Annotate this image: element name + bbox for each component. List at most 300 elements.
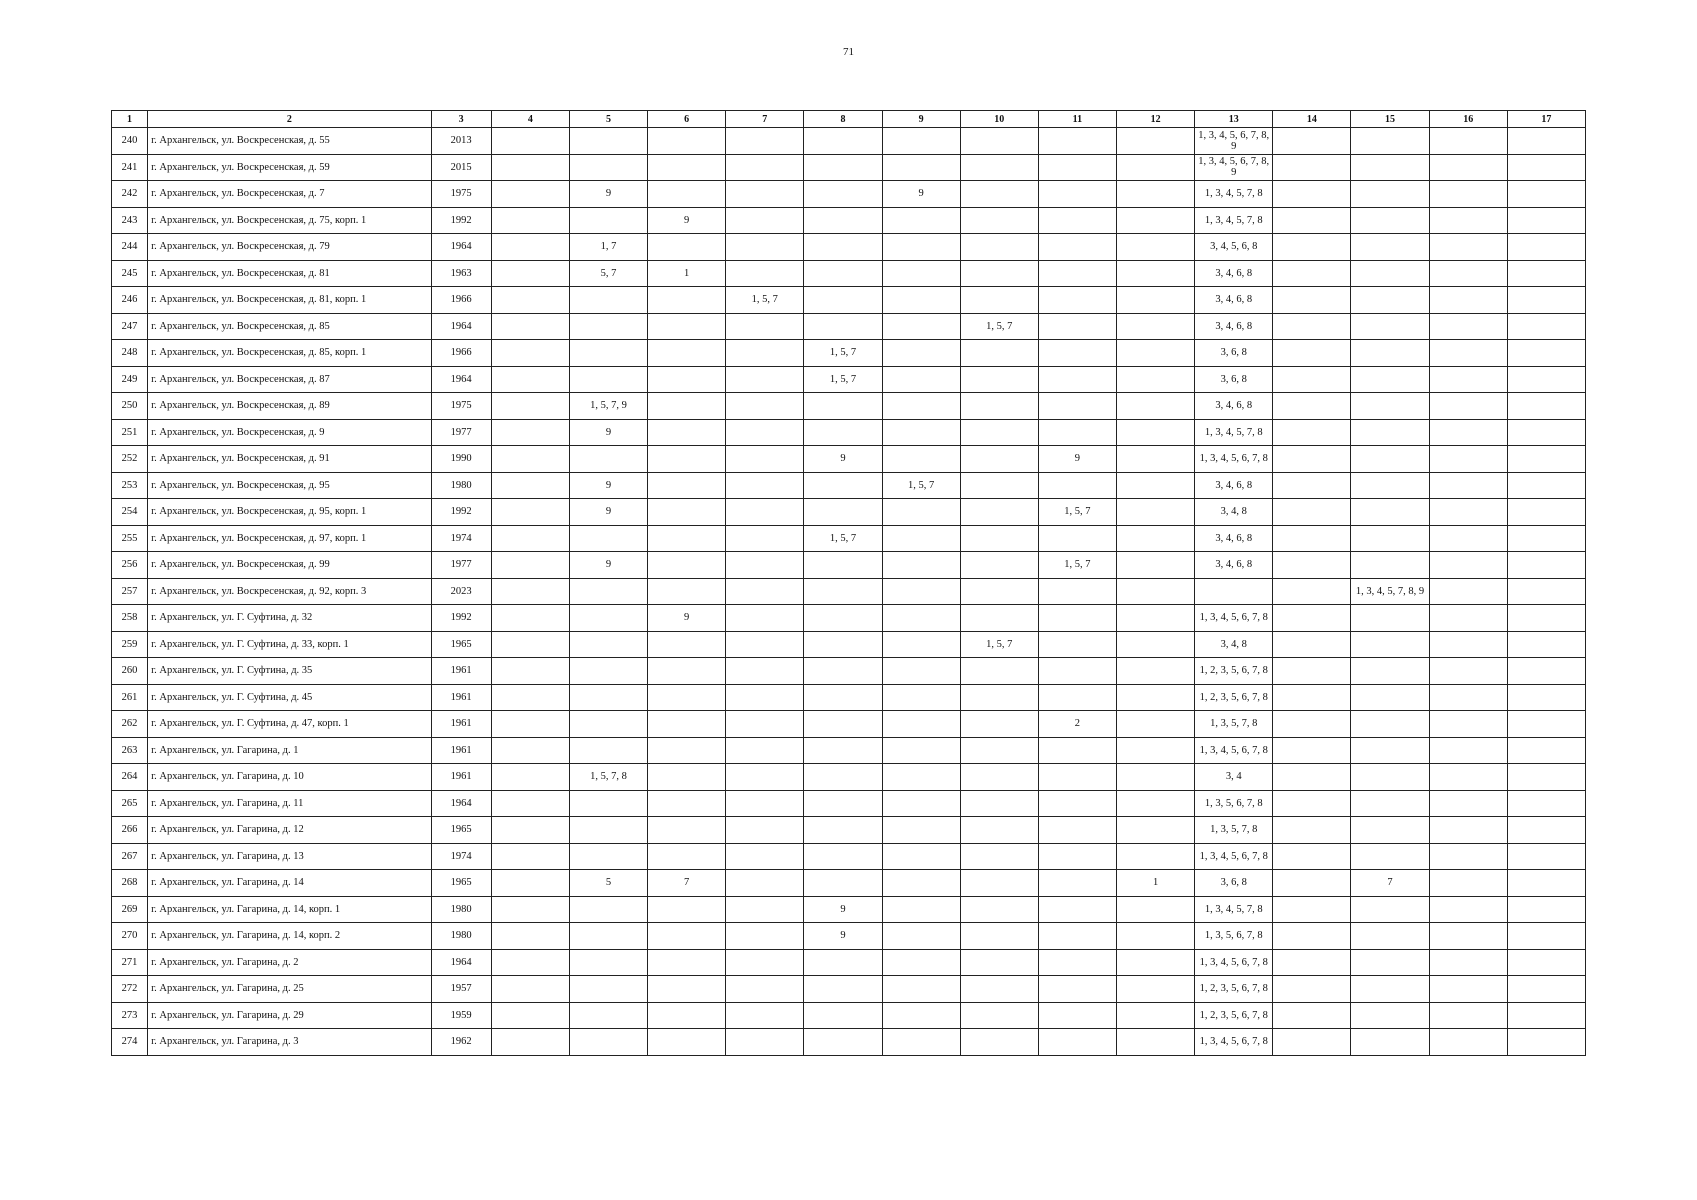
table-cell [1351, 313, 1429, 340]
table-cell [882, 154, 960, 181]
row-number-cell: 242 [112, 181, 148, 208]
table-cell [569, 790, 647, 817]
row-number-cell: 247 [112, 313, 148, 340]
table-cell: 1 [648, 260, 726, 287]
address-cell: г. Архангельск, ул. Воскресенская, д. 89 [148, 393, 432, 420]
table-cell [960, 605, 1038, 632]
year-cell: 1961 [431, 737, 491, 764]
table-cell [1429, 923, 1507, 950]
table-row [112, 366, 1586, 393]
year-cell: 1964 [431, 313, 491, 340]
table-cell [491, 393, 569, 420]
table-cell [1273, 1002, 1351, 1029]
table-cell [1429, 764, 1507, 791]
table-cell [960, 154, 1038, 181]
table-cell [960, 949, 1038, 976]
table-row [112, 923, 1586, 950]
row-number-cell: 250 [112, 393, 148, 420]
table-cell: 9 [804, 923, 882, 950]
address-cell: г. Архангельск, ул. Воскресенская, д. 95 [148, 472, 432, 499]
year-cell: 1992 [431, 207, 491, 234]
table-cell [491, 472, 569, 499]
table-cell [1038, 393, 1116, 420]
address-cell: г. Архангельск, ул. Воскресенская, д. 85, корп. 1 [148, 340, 432, 367]
table-cell [1429, 154, 1507, 181]
column-header: 2 [148, 111, 432, 128]
table-cell [1116, 684, 1194, 711]
table-cell [804, 552, 882, 579]
table-row [112, 684, 1586, 711]
table-cell [648, 711, 726, 738]
table-cell: 1, 2, 3, 5, 6, 7, 8 [1195, 976, 1273, 1003]
table-cell [491, 234, 569, 261]
table-cell [648, 578, 726, 605]
table-cell [1116, 366, 1194, 393]
table-cell [1038, 1002, 1116, 1029]
table-cell: 3, 4, 6, 8 [1195, 313, 1273, 340]
table-cell [1038, 340, 1116, 367]
table-cell: 3, 4, 6, 8 [1195, 552, 1273, 579]
table-cell [882, 737, 960, 764]
table-cell: 1, 5, 7 [804, 525, 882, 552]
year-cell: 1961 [431, 658, 491, 685]
column-header: 7 [726, 111, 804, 128]
table-cell [960, 128, 1038, 155]
table-cell [648, 313, 726, 340]
table-row [112, 207, 1586, 234]
table-cell: 3, 4, 8 [1195, 499, 1273, 526]
table-cell [882, 525, 960, 552]
table-cell [569, 923, 647, 950]
table-cell [882, 684, 960, 711]
row-number-cell: 258 [112, 605, 148, 632]
table-cell [1429, 896, 1507, 923]
table-cell [726, 419, 804, 446]
table-cell [648, 949, 726, 976]
table-cell [882, 1029, 960, 1056]
table-cell [1116, 154, 1194, 181]
table-cell [726, 896, 804, 923]
table-cell: 1, 3, 4, 5, 7, 8 [1195, 207, 1273, 234]
table-cell [960, 764, 1038, 791]
table-cell [491, 525, 569, 552]
row-number-cell: 257 [112, 578, 148, 605]
table-cell [1507, 764, 1585, 791]
table-cell [1507, 737, 1585, 764]
table-cell [1351, 843, 1429, 870]
address-cell: г. Архангельск, ул. Гагарина, д. 12 [148, 817, 432, 844]
table-row [112, 393, 1586, 420]
table-cell [1429, 234, 1507, 261]
table-row [112, 605, 1586, 632]
table-cell [1429, 472, 1507, 499]
table-cell [1273, 499, 1351, 526]
table-row [112, 472, 1586, 499]
table-row [112, 181, 1586, 208]
table-cell [1038, 923, 1116, 950]
table-cell [1116, 605, 1194, 632]
table-cell [1116, 578, 1194, 605]
table-cell [1116, 631, 1194, 658]
table-cell [1038, 976, 1116, 1003]
table-cell [1429, 313, 1507, 340]
table-cell: 9 [804, 896, 882, 923]
table-cell [491, 923, 569, 950]
address-cell: г. Архангельск, ул. Гагарина, д. 29 [148, 1002, 432, 1029]
table-row [112, 949, 1586, 976]
table-cell [1507, 393, 1585, 420]
table-cell [960, 207, 1038, 234]
table-cell [1351, 605, 1429, 632]
table-cell [1507, 896, 1585, 923]
table-cell [491, 446, 569, 473]
table-cell [648, 684, 726, 711]
table-cell [1116, 393, 1194, 420]
table-cell [1116, 658, 1194, 685]
table-cell [648, 976, 726, 1003]
table-cell [1429, 260, 1507, 287]
table-cell [491, 366, 569, 393]
table-cell [960, 446, 1038, 473]
table-cell [1273, 843, 1351, 870]
table-cell [882, 658, 960, 685]
column-header: 6 [648, 111, 726, 128]
table-cell [1116, 446, 1194, 473]
address-cell: г. Архангельск, ул. Воскресенская, д. 55 [148, 128, 432, 155]
table-cell [726, 181, 804, 208]
row-number-cell: 263 [112, 737, 148, 764]
row-number-cell: 267 [112, 843, 148, 870]
table-cell [1351, 287, 1429, 314]
table-cell [569, 207, 647, 234]
table-cell [569, 1002, 647, 1029]
column-header: 13 [1195, 111, 1273, 128]
table-cell [1507, 525, 1585, 552]
row-number-cell: 271 [112, 949, 148, 976]
table-cell [491, 287, 569, 314]
address-cell: г. Архангельск, ул. Гагарина, д. 2 [148, 949, 432, 976]
table-cell [1038, 472, 1116, 499]
address-cell: г. Архангельск, ул. Воскресенская, д. 81 [148, 260, 432, 287]
table-cell [1273, 711, 1351, 738]
table-cell [1351, 658, 1429, 685]
table-cell [1507, 684, 1585, 711]
year-cell: 1961 [431, 764, 491, 791]
table-cell [804, 790, 882, 817]
table-cell [1116, 1029, 1194, 1056]
year-cell: 1959 [431, 1002, 491, 1029]
table-cell [804, 631, 882, 658]
table-cell [726, 976, 804, 1003]
table-row [112, 817, 1586, 844]
table-cell [1038, 843, 1116, 870]
table-cell [960, 472, 1038, 499]
table-cell [491, 181, 569, 208]
year-cell: 2023 [431, 578, 491, 605]
row-number-cell: 268 [112, 870, 148, 897]
row-number-cell: 266 [112, 817, 148, 844]
table-cell [1273, 260, 1351, 287]
row-number-cell: 246 [112, 287, 148, 314]
table-cell [1273, 737, 1351, 764]
table-cell [1507, 631, 1585, 658]
year-cell: 1964 [431, 366, 491, 393]
year-cell: 1980 [431, 923, 491, 950]
table-cell [1116, 737, 1194, 764]
row-number-cell: 259 [112, 631, 148, 658]
table-cell [1273, 764, 1351, 791]
table-cell: 7 [1351, 870, 1429, 897]
table-cell [1351, 340, 1429, 367]
table-cell [726, 154, 804, 181]
table-cell [726, 949, 804, 976]
table-cell [726, 711, 804, 738]
address-cell: г. Архангельск, ул. Гагарина, д. 1 [148, 737, 432, 764]
table-cell [491, 896, 569, 923]
table-cell [804, 419, 882, 446]
table-cell: 1, 2, 3, 5, 6, 7, 8 [1195, 684, 1273, 711]
year-cell: 1975 [431, 393, 491, 420]
table-cell [882, 419, 960, 446]
table-cell [1351, 366, 1429, 393]
table-row [112, 1029, 1586, 1056]
table-cell: 1, 3, 4, 5, 6, 7, 8, 9 [1195, 128, 1273, 155]
table-cell [1351, 923, 1429, 950]
table-cell [1273, 525, 1351, 552]
table-cell [882, 923, 960, 950]
table-cell [726, 578, 804, 605]
table-cell [882, 605, 960, 632]
table-cell [960, 234, 1038, 261]
year-cell: 1977 [431, 419, 491, 446]
table-cell [1116, 340, 1194, 367]
table-cell [1507, 843, 1585, 870]
table-row [112, 870, 1586, 897]
column-header: 17 [1507, 111, 1585, 128]
table-cell [804, 817, 882, 844]
table-cell [569, 313, 647, 340]
row-number-cell: 272 [112, 976, 148, 1003]
table-row [112, 552, 1586, 579]
column-header: 4 [491, 111, 569, 128]
table-cell [1273, 366, 1351, 393]
table-cell [726, 1002, 804, 1029]
table-cell [491, 313, 569, 340]
table-cell: 1, 5, 7 [1038, 552, 1116, 579]
table-cell [1038, 605, 1116, 632]
table-cell [1507, 923, 1585, 950]
table-cell [804, 658, 882, 685]
table-cell: 9 [569, 499, 647, 526]
year-cell: 1974 [431, 525, 491, 552]
table-cell [804, 764, 882, 791]
table-cell [960, 499, 1038, 526]
table-cell [1038, 207, 1116, 234]
table-cell [882, 552, 960, 579]
table-cell [491, 684, 569, 711]
row-number-cell: 253 [112, 472, 148, 499]
table-cell [960, 658, 1038, 685]
table-cell: 3, 4, 6, 8 [1195, 260, 1273, 287]
table-cell [882, 817, 960, 844]
table-cell [1429, 128, 1507, 155]
table-cell [648, 1029, 726, 1056]
table-cell: 9 [648, 207, 726, 234]
table-cell [804, 684, 882, 711]
table-cell [1429, 631, 1507, 658]
address-cell: г. Архангельск, ул. Воскресенская, д. 9 [148, 419, 432, 446]
table-header [112, 111, 1586, 128]
table-cell [726, 605, 804, 632]
table-row [112, 525, 1586, 552]
table-cell [1273, 1029, 1351, 1056]
table-cell [1273, 287, 1351, 314]
table-cell: 1, 5, 7 [726, 287, 804, 314]
address-cell: г. Архангельск, ул. Гагарина, д. 13 [148, 843, 432, 870]
table-cell [1351, 154, 1429, 181]
table-cell: 1, 5, 7 [804, 366, 882, 393]
year-cell: 1980 [431, 896, 491, 923]
table-cell [491, 817, 569, 844]
table-cell [1507, 949, 1585, 976]
table-cell [1116, 817, 1194, 844]
address-cell: г. Архангельск, ул. Воскресенская, д. 59 [148, 154, 432, 181]
table-cell [960, 340, 1038, 367]
table-cell [1429, 843, 1507, 870]
table-cell [1507, 499, 1585, 526]
table-cell: 1, 3, 4, 5, 6, 7, 8 [1195, 843, 1273, 870]
table-cell [491, 976, 569, 1003]
table-cell [726, 234, 804, 261]
table-cell [1429, 737, 1507, 764]
table-cell [1273, 446, 1351, 473]
table-cell: 3, 4, 6, 8 [1195, 393, 1273, 420]
table-cell [648, 287, 726, 314]
table-cell [1116, 1002, 1194, 1029]
table-cell [726, 631, 804, 658]
address-cell: г. Архангельск, ул. Гагарина, д. 14, корп. 1 [148, 896, 432, 923]
address-cell: г. Архангельск, ул. Гагарина, д. 11 [148, 790, 432, 817]
table-cell [960, 552, 1038, 579]
table-cell [1429, 499, 1507, 526]
table-cell [726, 340, 804, 367]
table-cell [491, 552, 569, 579]
table-row [112, 419, 1586, 446]
table-cell [726, 870, 804, 897]
address-cell: г. Архангельск, ул. Воскресенская, д. 95, корп. 1 [148, 499, 432, 526]
table-cell [804, 976, 882, 1003]
table-cell [1038, 631, 1116, 658]
table-cell [960, 817, 1038, 844]
table-cell [960, 1002, 1038, 1029]
table-cell [960, 1029, 1038, 1056]
table-cell [1116, 313, 1194, 340]
table-cell [1038, 684, 1116, 711]
table-cell [1429, 605, 1507, 632]
column-header: 1 [112, 111, 148, 128]
table-cell [882, 446, 960, 473]
table-row [112, 631, 1586, 658]
table-cell [1351, 234, 1429, 261]
table-cell [1351, 446, 1429, 473]
table-row [112, 790, 1586, 817]
table-cell [1273, 128, 1351, 155]
table-cell [1351, 896, 1429, 923]
table-cell: 1, 3, 5, 7, 8 [1195, 817, 1273, 844]
table-cell [648, 393, 726, 420]
table-cell [1507, 976, 1585, 1003]
table-cell: 1, 5, 7 [882, 472, 960, 499]
table-cell [648, 896, 726, 923]
address-cell: г. Архангельск, ул. Гагарина, д. 3 [148, 1029, 432, 1056]
table-cell [960, 923, 1038, 950]
table-cell [960, 181, 1038, 208]
table-cell [804, 711, 882, 738]
year-cell: 1966 [431, 287, 491, 314]
table-cell [1351, 419, 1429, 446]
table-row [112, 764, 1586, 791]
row-number-cell: 262 [112, 711, 148, 738]
table-row [112, 446, 1586, 473]
table-cell [1429, 976, 1507, 1003]
table-row [112, 499, 1586, 526]
table-cell [726, 366, 804, 393]
table-cell [1116, 764, 1194, 791]
table-cell [882, 128, 960, 155]
table-cell [1038, 260, 1116, 287]
table-cell: 1, 5, 7 [960, 631, 1038, 658]
table-cell [1273, 605, 1351, 632]
table-cell [569, 446, 647, 473]
table-cell [1273, 631, 1351, 658]
table-cell [1038, 419, 1116, 446]
table-cell [1273, 817, 1351, 844]
table-cell [569, 287, 647, 314]
table-cell [726, 552, 804, 579]
table-cell [882, 790, 960, 817]
table-cell: 9 [569, 419, 647, 446]
table-cell [1038, 949, 1116, 976]
row-number-cell: 264 [112, 764, 148, 791]
table-cell [1116, 419, 1194, 446]
table-cell: 3, 4, 8 [1195, 631, 1273, 658]
table-cell [960, 260, 1038, 287]
table-cell [569, 658, 647, 685]
table-cell [491, 1029, 569, 1056]
table-cell [804, 605, 882, 632]
table-cell [1429, 790, 1507, 817]
table-cell [1507, 207, 1585, 234]
table-cell [960, 737, 1038, 764]
table-cell [726, 658, 804, 685]
table-cell [569, 817, 647, 844]
table-cell [882, 313, 960, 340]
table-cell [1038, 366, 1116, 393]
table-cell [1351, 260, 1429, 287]
year-cell: 1963 [431, 260, 491, 287]
row-number-cell: 240 [112, 128, 148, 155]
table-cell [648, 340, 726, 367]
table-cell [491, 260, 569, 287]
year-cell: 1964 [431, 790, 491, 817]
table-cell [1038, 764, 1116, 791]
table-cell [648, 181, 726, 208]
table-cell [1116, 896, 1194, 923]
address-cell: г. Архангельск, ул. Воскресенская, д. 7 [148, 181, 432, 208]
table-cell [1429, 817, 1507, 844]
table-cell [648, 499, 726, 526]
table-cell [726, 128, 804, 155]
